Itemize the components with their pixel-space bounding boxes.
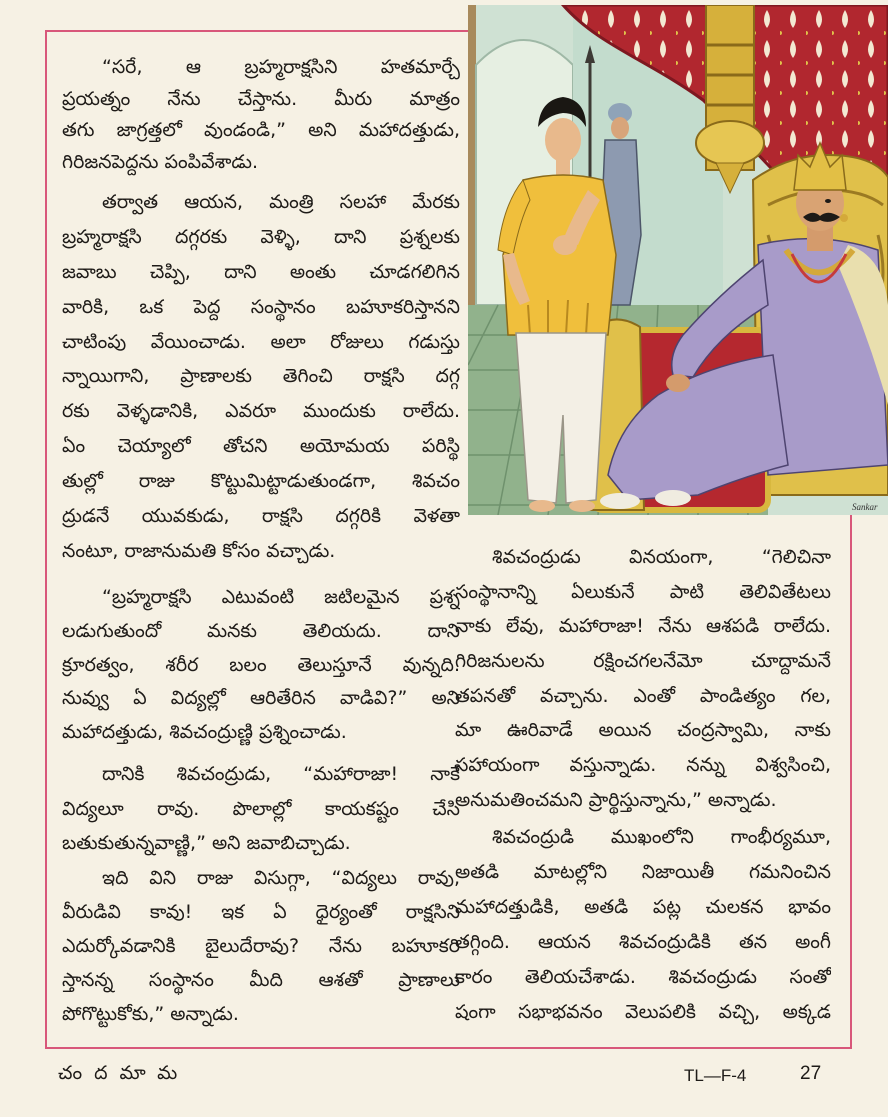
text-line: తగ్గింది. ఆయన శివచంద్రుడికి తన అంగీ bbox=[455, 931, 831, 953]
text-line: సహాయంగా వస్తున్నాడు. నన్ను విశ్వసించి, bbox=[455, 754, 831, 777]
text-line: ఏం చెయ్యాలో తోచని అయోమయ పరిస్థి bbox=[62, 435, 460, 458]
text-line: తపనతో వచ్చాను. ఎంతో పాండిత్యం గల, bbox=[455, 684, 831, 707]
left-paragraph-5 bbox=[62, 861, 460, 1031]
text-line: సంస్థానాన్ని ఏలుకునే పాటి తెలివితేటలు bbox=[455, 580, 831, 603]
artist-signature: Sankar bbox=[852, 502, 878, 512]
text-line: శివచంద్రుడి ముఖంలోని గాంభీర్యమూ, bbox=[492, 826, 831, 848]
young-man-foot-right bbox=[569, 500, 595, 512]
text-line: నంటూ, రాజానుమతి కోసం వచ్చాడు. bbox=[62, 539, 336, 562]
king-eye bbox=[825, 199, 831, 203]
text-line: జవాబు చెప్పి, దాని అంతు చూడగలిగిన bbox=[62, 260, 460, 283]
left-paragraph-2 bbox=[62, 185, 460, 569]
text-line: మహాదత్తుడు, శివచంద్రుణ్ణి ప్రశ్నించాడు. bbox=[62, 721, 347, 744]
young-man-hand bbox=[553, 235, 577, 255]
text-line: తగు జాగ్రత్తలో వుండండి,” అని మహాదత్తుడు, bbox=[62, 119, 460, 141]
text-line: తుల్లో రాజు కొట్టుమిట్టాడుతుండగా, శివచం bbox=[62, 470, 460, 493]
king-shoe-left bbox=[600, 493, 640, 509]
text-line: అతడి మాటల్లోని నిజాయితీ గమనించిన bbox=[455, 861, 831, 883]
text-line: బ్రహ్మరాక్షసి దగ్గరకు వెళ్ళి, దాని ప్రశ్నలకు bbox=[62, 225, 460, 248]
text-line: స్తానన్న సంస్థానం మీది ఆశతో ప్రాణాలు bbox=[62, 969, 460, 991]
king-shoe-right bbox=[655, 490, 691, 506]
left-paragraph-4 bbox=[62, 757, 460, 861]
text-line: అనుమతించమని ప్రార్థిస్తున్నాను,” అన్నాడు. bbox=[455, 788, 777, 811]
frame-top-line bbox=[45, 30, 469, 32]
guard-head bbox=[611, 117, 629, 139]
text-line: శివచంద్రుడు వినయంగా, “గెలిచినా bbox=[492, 546, 831, 568]
hanging-lamp-pillar bbox=[696, 5, 764, 193]
young-man-foot-left bbox=[529, 500, 555, 512]
lamp-bulb bbox=[696, 121, 764, 165]
text-line: నాకు లేవు, మహారాజా! నేను ఆశపడి రాలేదు. bbox=[455, 615, 831, 638]
text-line: మహాదత్తుడికి, అతడి పట్ల చులకన భావం bbox=[455, 896, 831, 918]
text-line: ప్రయత్నం నేను చేస్తాను. మీరు మాత్రం bbox=[62, 87, 460, 110]
king-hand bbox=[666, 374, 690, 392]
left-paragraph-3 bbox=[62, 581, 460, 750]
text-line: కారం తెలియచేశాడు. శివచంద్రుడు సంతో bbox=[455, 966, 831, 988]
right-paragraph-2 bbox=[455, 820, 831, 1030]
left-paragraph-1 bbox=[62, 52, 460, 178]
text-line: బతుకుతున్నవాణ్ణి,” అని జవాబిచ్చాడు. bbox=[62, 832, 351, 854]
frame-right-line bbox=[850, 515, 852, 1049]
text-line: గిరిజనులను రక్షించగలనేమో చూద్దామనే bbox=[455, 650, 831, 673]
young-man-neck bbox=[556, 157, 570, 177]
text-line: లడుగుతుందో మనకు తెలియదు. దాని bbox=[62, 619, 460, 642]
text-line: “బ్రహ్మరాక్షసి ఎటువంటి జటిలమైన ప్రశ్న bbox=[102, 586, 460, 608]
text-line: క్రూరత్వం, శరీర బలం తెలుస్తూనే వున్నది. bbox=[62, 653, 460, 676]
text-line: పోగొట్టుకోకు,” అన్నాడు. bbox=[62, 1003, 239, 1025]
text-line: చాటింపు వేయించాడు. అలా రోజులు గడుస్తు bbox=[62, 330, 460, 353]
text-line: షంగా సభాభవనం వెలుపలికి వచ్చి, అక్కడ bbox=[455, 1001, 831, 1023]
text-line: మా ఊరివాడే అయిన చంద్రస్వామి, నాకు bbox=[455, 719, 831, 742]
text-line: “సరే, ఆ బ్రహ్మరాక్షసిని హతమార్చే bbox=[102, 56, 460, 78]
text-line: ఎదుర్కోవడానికి బైలుదేరావు? నేను బహూకరి bbox=[62, 935, 460, 957]
text-line: వీరుడివి కావు! ఇక ఏ ధైర్యంతో రాక్షసిని bbox=[62, 901, 460, 923]
text-line: వారికి, ఒక పెద్ద సంస్థానం బహూకరిస్తానని bbox=[62, 295, 460, 318]
magazine-name: చందమామ bbox=[58, 1062, 190, 1084]
text-line: రకు వెళ్ళడానికి, ఎవరూ ముందుకు రాలేదు. bbox=[62, 400, 460, 423]
text-line: ద్రుడనే యువకుడు, రాక్షసి దగ్గరికి వెళతా bbox=[62, 505, 460, 528]
right-paragraph-1 bbox=[455, 540, 831, 818]
story-illustration bbox=[468, 5, 888, 515]
text-line: నువ్వు ఏ విద్యల్లో ఆరితేరిన వాడివి?” అని bbox=[62, 687, 460, 710]
frame-bottom-line bbox=[45, 1047, 852, 1049]
text-line: దానికి శివచంద్రుడు, “మహారాజా! నాకే bbox=[102, 763, 460, 785]
frame-left-line bbox=[45, 30, 47, 1049]
print-code: TL—F-4 bbox=[684, 1066, 747, 1085]
text-line: న్నాయిగాని, ప్రాణాలకు తెగించి రాక్షసి దగ్గ bbox=[62, 365, 460, 388]
page-number: 27 bbox=[800, 1063, 822, 1084]
text-line: తర్వాత ఆయన, మంత్రి సలహా మేరకు bbox=[102, 191, 460, 213]
text-line: విద్యలూ రావు. పొలాల్లో కాయకష్టం చేసి bbox=[62, 797, 460, 820]
text-line: ఇది విని రాజు విసుగ్గా, “విద్యలు రావు, bbox=[102, 867, 460, 889]
king-earring bbox=[840, 214, 848, 222]
young-man-face bbox=[545, 118, 581, 162]
text-line: గిరిజనపెద్దను పంపివేశాడు. bbox=[62, 150, 259, 173]
